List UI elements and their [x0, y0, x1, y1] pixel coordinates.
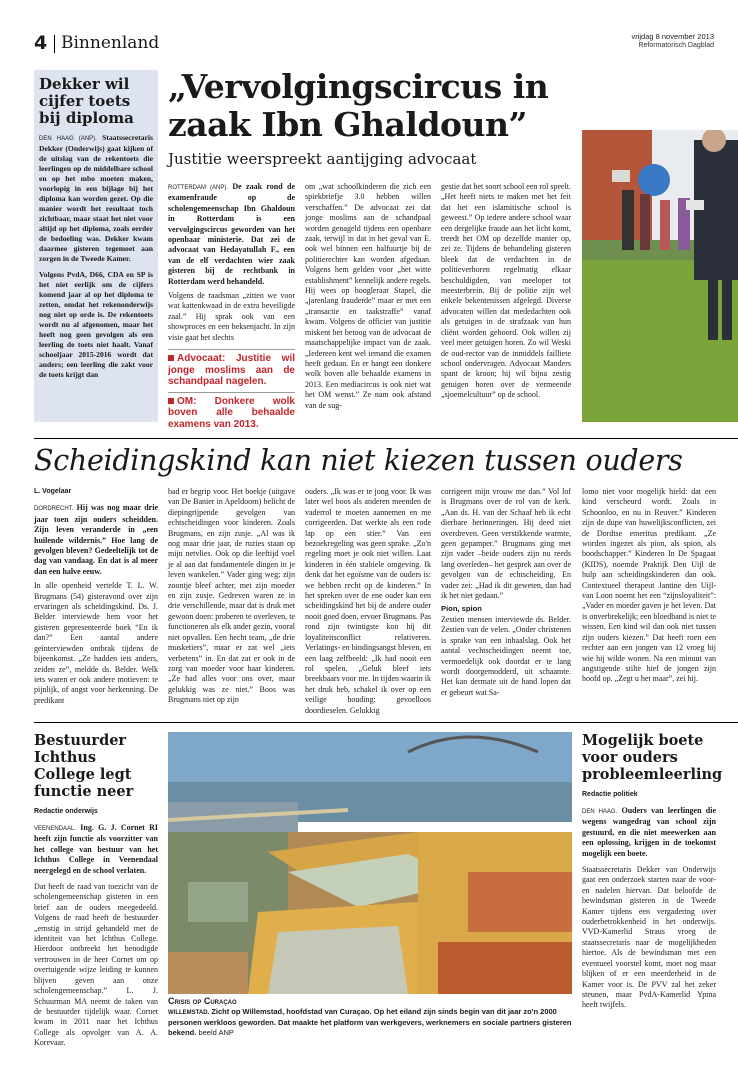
right-story-dateline: DEN HAAG.	[582, 809, 618, 815]
sidebar-p2: Volgens PvdA, D66, CDA en SP is het niet eerlijk om de cijfers komend jaar al op het diploma te zetten, omdat het rekenonderwijs nog niet op orde is. De rekentoets wordt nu al afgenomen, maar het heeft nog geen gevolgen als een leerling de toets niet haalt. Vanaf schooljaar 2015-2016 wordt dat anders; een leerling die zakt voor de toets krijgt dan	[39, 270, 153, 379]
page-header	[34, 32, 714, 54]
feature-col-2: bad er begrip voor. Het boekje (uitgave van De Banier in Apeldoorn) belicht de diepingrijpende gevolgen van echtscheidingen voor kinderen. Zoals Brugmans, en zijn zusje. „Al was ik nog maar drie jaar, de ruzies staan op mijn netvlies. Ook op die leeftijd voel je al aan dat fundamentele dingen in je leven wankelen.” Vader ging weg; zijn zoontje bleef achter, met zijn moeder en zijn zusje. Gedreven waren ze in drie verschillende, maar dat is druk met gewoon doen: proberen te overleven, te functioneren als elk ander gezin, vooral niet opvallen. Een hecht team, „de drie musketiers”, maar er zat wel „iets verbetens” in. En dat zat er ook in de zorg van moeder voor haar kinderen. „Ze had alles voor ons over, maar gelukkig was ze niet.” Boos was Brugmans niet op zijn	[168, 487, 295, 705]
feature-headline: Scheidingskind kan niet kiezen tussen ouders	[34, 444, 683, 477]
lead-photo	[582, 130, 738, 422]
lead-col-3: gestie dat het soort school een rol speelt. „Het heeft niets te maken met het feit dat het een islamitische school is geweest.” Op iedere andere school waar een dergelijke fraude aan het licht komt, treedt het OM op dezelfde manier op, zei ze. Tijdens de behandeling gisteren bleek dat de verdachten in de politieverhoren regelmatig elkaar beschuldigden, van meeloper tot meesterbrein. Bij de politie zijn wel enkele bekentenissen afgelegd. Diverse advocaten willen dat mededachten ook als getuigen in de strafzaak van hun cliënt worden gehoord. Ook willen zij veel meer getuigen horen. Zo wil Weski de oud-rector van de inmiddels failliete school ondervragen. Advocaat Manders spant de kroon; hij wil bijna zestig getuigen horen over de vermeende „sjoemelcultuur” op de school.	[441, 182, 571, 400]
left-story-text: Dat heeft de raad van toezicht van de scholengemeenschap gisteren in een brief aan de ouders meegedeeld. Volgens de raad heeft de bestuurder „ernstig in strijd gehandeld met de identiteit van het Ichthus College. Hierdoor ontbreekt het benodigde vertrouwen in de heer Cornet om op overtuigende wijze leiding te kunnen blijven geven aan onze scholengemeenschap.” L. J. Schuurman MA neemt de taken van de bestuurder tijdelijk waar. Cornet kwam in 2011 naar het Ichthus College als opvolger van A. A. Korevaar.	[34, 882, 158, 1048]
courthouse-photo	[582, 130, 738, 422]
feature-intro	[34, 503, 158, 577]
caption-dateline: WILLEMSTAD.	[168, 1009, 210, 1016]
separator-1	[34, 438, 738, 439]
willemstad-photo	[168, 732, 572, 994]
lead-col-1	[168, 182, 295, 430]
right-story	[582, 732, 723, 1011]
lead-quote-1	[168, 349, 295, 388]
feature-col4-text: corrigeert mijn vrouw me dan.” Vol lof is Brugmans over de rol van de kerk. „Aan ds. H. van der Schaaf heb ik echt dierbare herinneringen. Hij deed niet overdreven. Geen verstikkende warmte, geen gepamper.” Brugmans ging met zijn vader –beide ouders zijn nu reeds lang overleden– het gesprek aan over de gevolgen van de echtscheiding. En vader zei: „Had ik dit geweten, dan had ik het niet gedaan.”	[441, 487, 571, 601]
quote-2-text: OM: Donkere wolk boven alle behaalde examens van 2013.	[168, 395, 295, 430]
caption-credit: beeld ANP	[198, 1027, 234, 1037]
sidebar-headline: Dekker wil cijfer toets bij diploma	[39, 75, 134, 127]
quote-square-icon	[168, 398, 174, 404]
lead-dateline: ROTTERDAM (ANP).	[168, 185, 229, 191]
header-divider	[54, 35, 55, 53]
left-story-dateline: VEENENDAAL.	[34, 826, 77, 832]
left-story	[34, 732, 158, 1049]
sidebar-dateline: DEN HAAG (ANP).	[39, 136, 97, 142]
caption-text: Zicht op Willemstad, hoofdstad van Curaçao. Op het eiland zijn sinds begin van dit jaar zo'n 2000 personen werkloos geworden. Dat maakte het platform van werkgevers, werknemers en sociale partners gisteren bekend.	[168, 1006, 572, 1037]
lead-intro-text: De zaak rond de examenfraude op de scholengemeenschap Ibn Ghaldoun in Rotterdam is een vervolgingscircus geworden van het openbaar ministerie. Dat zei de advocaat van Hedayatullah F., een van de elf verdachten wier zaak gisteren bij de rechtbank in Rotterdam werd behandeld.	[168, 182, 296, 286]
header-date: vrijdag 8 november 2013	[631, 32, 714, 41]
right-story-text: Staatssecretaris Dekker van Onderwijs gaat een onderzoek starten naar de voor- en nadelen hiervan. Dat beloofde de bewindsman gisteren in de Tweede Kamer tijdens een vergadering over ouderbetrokkenheid in het onderwijs. VVD-Kamerlid Straus vroeg de staatssecretaris naar de mogelijkheden hiertoe. Als de bewindsman met een eventueel voorstel komt, moet nog maar blijken of er een meerderheid in de Kamer voor is. De PVV zal het zeker steunen, maar PvdA-Kamerlid Ypma heeft twijfels.	[582, 865, 716, 1010]
right-story-byline: Redactie politiek	[582, 791, 638, 798]
feature-subhead: Pion, spion	[441, 604, 482, 614]
feature-col-5: lomo niet voor mogelijk hield: dat een kind verscheurd wordt. Zoals in Schoonloo, en nu in Reuver.” Kinderen zijn de dupe van huwelijksconflicten, zei de Dordtse emeritus predikant. „Ze worden ingezet als pion, als spion, als boodschapper.” Kinderen In De Spagaat (KIDS), noemde Praktijk Den Uijl de hulp aan scheidingskinderen dan ook. Contextueel therapeut Jantine den Uijl-van Loon noemt het een “zijnsloyaliteit”: „Vader en moeder gaven je het leven. Dat is onverbrekelijk; een bloedband is niet te wissen. Een kind wil dan ook niet tussen zijn ouders kiezen.” Dat heeft roen een rechter aan een jongen van 12 vroeg bij wie hij wilde wonen. Na een minuut van angstigende stilte hief de jongen zijn hoofd op. „Zegt u het maar”, zei hij.	[582, 487, 716, 684]
feature-col-3: ouders. „Ik was er te jong voor. Ik was later wel boos als anderen meenden de vaderrol te moeten aannemen en me corrigeerden. Dat werkte als een rode lap op een stier.” Van een bezoekregeling was geen sprake. „Zo'n regeling moet je ook niet willen. Laat kinderen in één stabiele omgeving. Ik denk dat het egoïsme van de ouders is: we hebben recht op de kinderen.” In het spreken over de ene ouder kan een scheidingskind het bij de andere ouder nooit goed doen, ervoer Brugmans. Pas rond zijn twintigste kon hij dit loyaliteitsconflict relativeren. Verlatings- en bindingsangst bleven, en een laag zelfbeeld: „Ik had nooit een rol spelen. „Geluk bleef iets breekbaars voor me. In tijden waarin ik het druk heb, schakel ik over op een veilige houding: gevoelloos doordieselen. Gelukkig	[305, 487, 431, 715]
sidebar-p1: Staatssecretaris Dekker (Onderwijs) gaat kijken of de uitslag van de rekentoets die leerlingen op de middelbare school en op het mbo moeten maken, voorlopig in een bijlage bij het diploma kan worden gezet. Op die manier wordt het resultaat toch zichtbaar, maar staat het niet voor altijd op het diploma, zoals eerder de bedoeling was. Dekker kwam daarmee gisteren tegemoet aan zorgen in de Tweede Kamer.	[39, 133, 153, 263]
right-story-body	[582, 806, 716, 1011]
curacao-photo	[168, 732, 572, 994]
lead-col-2: om „wat schoolkinderen die zich een spiekbriefje 3.0 hebben willen verschaffen.” De advocaat zei dat jonge moslims aan de schandpaal worden genageld tijdens een openbare zaak, terwijl in dat in het geval van E. ook wel binnen een halfuurtje bij de politierechter kan worden afgedaan. Volgens hem gelden voor „het witte establishment” kennelijk andere regels. Hij wees op hoogleraar Stapel, die „jarenlang frauderde” maar er met een „transactie en taakstraffe” vanaf kwam. Volgens de officier van justitie miskent het betoog van de advocaat de maatschappelijke impact van de zaak. „Iedereen kent wel iemand die examen heeft gedaan. En er hangt een donkere wolk boven alle behaalde examens in 2013. Een mediacircus is ook niet wat het OM wenst.” Ze nam ook afstand van de sug-	[305, 182, 431, 410]
left-story-byline: Redactie onderwijs	[34, 808, 98, 815]
feature-col4-rest: Zestien mensen interviewde ds. Belder. Zestien van de velen. „Onder christenen is sprake van een inhaalslag. Ook het aantal vechtscheidingen neemt toe, vermoedelijk ook doordat er te lang wordt doorgemodderd, uit schaamte. Het kan dermate uit de hand lopen dat er gebeurt wat Sa-	[441, 614, 571, 697]
feature-col-4	[441, 487, 571, 698]
sidebar-box	[34, 70, 158, 422]
feature-dateline: DORDRECHT.	[34, 506, 74, 513]
section-title: Binnenland	[61, 33, 160, 53]
photo-caption	[168, 997, 572, 1037]
header-paper: Reformatorisch Dagblad	[638, 42, 714, 49]
lead-intro	[168, 182, 295, 287]
feature-col1-text: In alle openheid vertelde T. L. W. Brugmans (54) gisteravond over zijn ervaringen als scheidingskind. Ds. J. Belder interviewde hem voor het gisteren gepresenteerde boek “En ik dan?” Een aantal andere geïnterviewden ontbrak tijdens de bijeenkomst. „Ze hadden iets anders, zeiden ze”, meldde ds. Belder. Welk iets waren er ook andere motieven: te pijnlijk, of angst voor herkenning. De predikant	[34, 581, 158, 705]
page-number: 4	[34, 32, 48, 54]
quote-1-text: Advocaat: Justitie wil jonge moslims aan de schandpaal nagelen.	[168, 353, 295, 388]
feature-intro-text: Hij was nog maar drie jaar toen zijn ouders scheidden. Zijn leven veranderde in „een huilende wildernis.” Hoe lang de gevolgen bleven? Gedeeltelijk tot de dag van vandaag. En dat is al meer dan een halve eeuw.	[34, 503, 159, 576]
lead-col1-rest: Volgens de raadsman „zitten we voor wat kattenkwaad in de extra beveiligde zaal.” Hij sprak ook van een showproces en een heksenjacht. In zijn visie gaat het slechts	[168, 291, 295, 342]
right-story-intro: Ouders van leerlingen die wegens wangedrag van school zijn gestuurd, en die niet meewerken aan een oplossing, krijgen in de toekomst mogelijk een boete.	[582, 806, 716, 858]
feature-byline: L. Vogelaar	[34, 488, 72, 495]
lead-headline: „Vervolgingscircus in zaak Ibn Ghaldoun”	[168, 67, 549, 144]
left-story-headline: Bestuurder Ichthus College legt functie neer	[34, 732, 134, 800]
separator-2	[34, 722, 738, 723]
lead-subhead: Justitie weerspreekt aantijging advocaat	[168, 150, 477, 168]
feature-col-1	[34, 487, 158, 706]
quote-square-icon	[168, 355, 174, 361]
sidebar-body	[39, 133, 153, 380]
left-story-intro: Ing. G. J. Cornet RI heeft zijn functie als voorzitter van het college van bestuur van het Ichthus College in Veenendaal neergelegd en de school verlaten.	[34, 823, 158, 875]
left-story-body	[34, 823, 158, 1049]
right-story-headline: Mogelijk boete voor ouders probleemleerling	[582, 732, 723, 783]
caption-title: Crisis op Curaçao	[168, 996, 237, 1006]
lead-quote-2	[168, 392, 295, 431]
